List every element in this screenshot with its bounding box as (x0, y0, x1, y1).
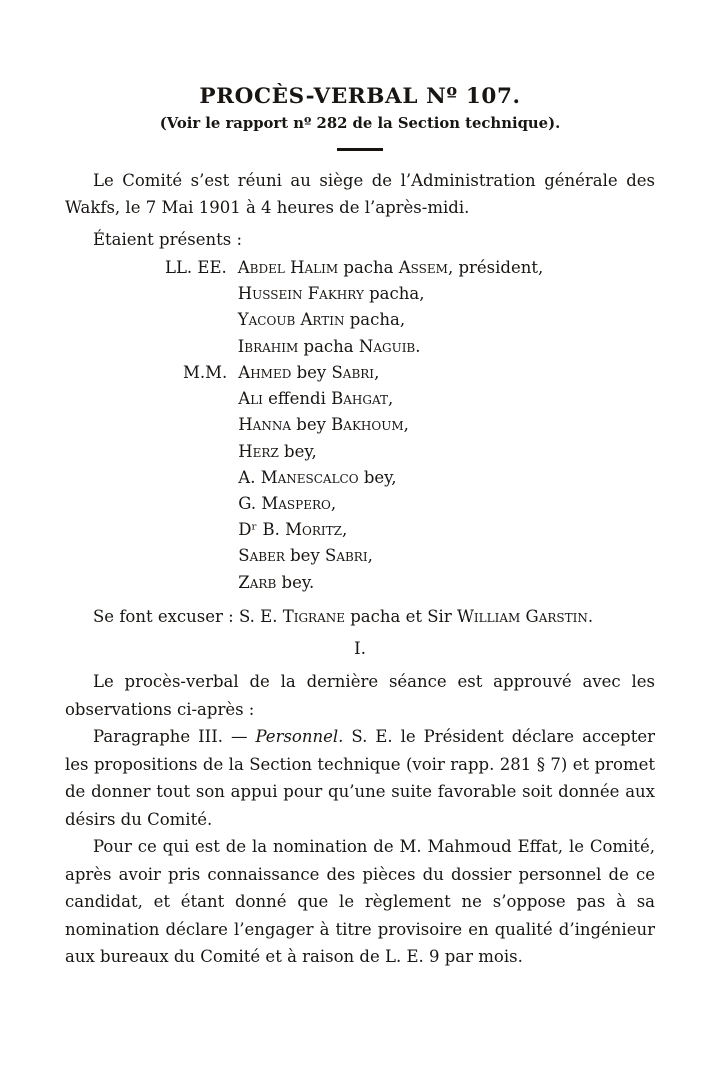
paragraph-personnel: Paragraphe III. — Personnel. S. E. le Président déclare accepter les propositions de la Section technique (voir rapp. 281 § 7) et promet de donner tout son appui pour qu’une suite favorable soit donnée aux désirs du Comité. (65, 727, 655, 829)
attendee-names (238, 255, 655, 360)
presents-label: Étaient présents : (93, 229, 243, 249)
small-caps-name: Sabri (325, 546, 368, 566)
small-caps-name: Herz (238, 441, 279, 461)
small-caps-name: Zarb (238, 572, 277, 592)
excused-line: Se font excuser : S. E. Tigrane pacha et Sir William Garstin. (93, 606, 594, 626)
small-caps-name: Abdel Halim (237, 258, 339, 278)
small-caps-name: Garstin (525, 606, 588, 626)
opening-paragraph: Le Comité s’est réuni au siège de l’Administration générale des Wakfs, le 7 Mai 1901 à 4 heures de l’après-midi. (65, 170, 655, 218)
small-caps-name: Moritz (285, 520, 342, 540)
small-caps-name: Hussein Fakhry (237, 284, 364, 304)
document-subtitle: (Voir le rapport nº 282 de la Section technique). (159, 114, 561, 132)
attendee-name: Hanna bey Bakhoum, (238, 415, 409, 435)
title-divider (337, 148, 383, 151)
attendee-name: G. Maspero, (238, 493, 337, 513)
small-caps-name: Assem (398, 258, 448, 278)
attendee-group (183, 360, 655, 596)
attendee-name: A. Manescalco bey, (238, 467, 397, 487)
small-caps-name: Ahmed (238, 362, 292, 382)
small-caps-name: Saber (238, 546, 285, 566)
section-heading: I. (353, 639, 367, 660)
attendee-name: Zarb bey. (238, 572, 315, 592)
attendee-name: Ahmed bey Sabri, (238, 362, 380, 382)
attendee-name: Ali effendi Bahgat, (238, 389, 394, 409)
small-caps-name: William (456, 606, 521, 626)
small-caps-name: Bakhoum (331, 415, 404, 435)
small-caps-name: Naguib (358, 336, 416, 356)
attendee-name: Abdel Halim pacha Assem, président, (237, 258, 544, 278)
attendee-names (238, 360, 655, 596)
attendee-name: Yacoub Artin pacha, (237, 310, 406, 330)
attendee-name: Hussein Fakhry pacha, (237, 284, 425, 304)
small-caps-name: Hanna (238, 415, 292, 435)
attendee-name: Herz bey, (238, 441, 317, 461)
attendee-name: Saber bey Sabri, (238, 546, 373, 566)
small-caps-name: Tigrane (282, 606, 345, 626)
attendee-group-label: M.M. (183, 362, 228, 382)
small-caps-name: Yacoub Artin (237, 310, 345, 330)
document-title: PROCÈS-VERBAL Nº 107. (199, 84, 521, 109)
attendee-name: Ibrahim pacha Naguib. (237, 336, 421, 356)
attendee-group (165, 255, 655, 360)
attendee-name: Dʳ B. Moritz, (238, 520, 348, 540)
paragraph-nomination: Pour ce qui est de la nomination de M. Mahmoud Effat, le Comité, après avoir pris connaissance des pièces du dossier personnel de ce candidat, et étant donné que le règlement ne s’oppose pas à sa nomination déclare l’engager à titre provisoire en qualité d’ingénieur aux bureaux du Comité et à raison de L. E. 9 par mois. (65, 837, 655, 967)
small-caps-name: Ali (238, 389, 263, 409)
small-caps-name: Maspero (261, 493, 331, 513)
small-caps-name: Sabri (331, 362, 375, 382)
small-caps-name: Manescalco (260, 467, 359, 487)
attendee-list (65, 255, 655, 596)
small-caps-name: Ibrahim (237, 336, 299, 356)
attendee-group-label: LL. EE. (165, 258, 227, 278)
small-caps-name: Bahgat (331, 389, 388, 409)
paragraph-approval: Le procès-verbal de la dernière séance est approuvé avec les observations ci-après : (65, 672, 655, 719)
